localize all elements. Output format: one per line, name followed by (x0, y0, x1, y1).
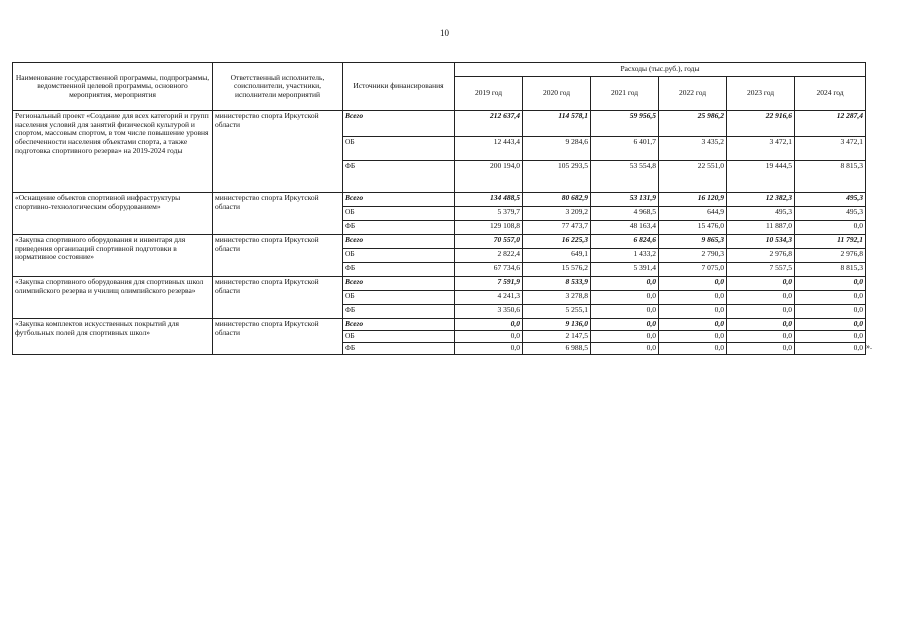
executor-cell: министерство спорта Иркутской области (213, 277, 343, 319)
table-row (13, 111, 866, 137)
header-source-col: Источники финансирования (343, 63, 455, 111)
program-name-cell: Региональный проект «Создание для всех категорий и групп населения условий для занятий физической культурой и спортом, массовым спортом, в том числе повышение уровня обеспеченности населения объектами спорта, а также подготовка спортивного резерва» на 2019-2024 годы (13, 111, 213, 193)
amount-cell: 10 534,3 (727, 235, 795, 249)
amount-cell: 3 435,2 (659, 137, 727, 161)
table-row (13, 277, 866, 291)
amount-cell: 0,0 (591, 319, 659, 331)
header-year: 2023 год (727, 77, 795, 111)
funding-source-cell: ОБ (343, 207, 455, 221)
amount-cell: 22 551,0 (659, 161, 727, 193)
amount-cell: 16 225,3 (523, 235, 591, 249)
amount-cell: 12 382,3 (727, 193, 795, 207)
amount-cell: 0,0 (455, 319, 523, 331)
amount-cell: 4 968,5 (591, 207, 659, 221)
budget-table (12, 62, 866, 355)
amount-cell: 0,0 (591, 343, 659, 355)
amount-cell: 644,9 (659, 207, 727, 221)
funding-source-cell: ФБ (343, 221, 455, 235)
amount-cell: 0,0 (795, 343, 866, 355)
amount-cell: 11 792,1 (795, 235, 866, 249)
amount-cell: 0,0 (659, 343, 727, 355)
amount-cell: 105 293,5 (523, 161, 591, 193)
amount-cell: 649,1 (523, 249, 591, 263)
amount-cell: 5 391,4 (591, 263, 659, 277)
funding-source-cell: ФБ (343, 305, 455, 319)
amount-cell: 134 488,5 (455, 193, 523, 207)
amount-cell: 5 255,1 (523, 305, 591, 319)
program-name-cell: «Закупка спортивного оборудования и инвентаря для приведения организаций спортивной подготовки в нормативное состояние» (13, 235, 213, 277)
amount-cell: 0,0 (591, 277, 659, 291)
amount-cell: 2 822,4 (455, 249, 523, 263)
amount-cell: 25 986,2 (659, 111, 727, 137)
amount-cell: 2 976,8 (795, 249, 866, 263)
amount-cell: 3 209,2 (523, 207, 591, 221)
funding-source-cell: ОБ (343, 331, 455, 343)
header-year: 2022 год (659, 77, 727, 111)
amount-cell: 0,0 (795, 305, 866, 319)
table-row (13, 235, 866, 249)
amount-cell: 0,0 (795, 331, 866, 343)
amount-cell: 0,0 (727, 343, 795, 355)
amount-cell: 0,0 (591, 331, 659, 343)
amount-cell: 15 576,2 (523, 263, 591, 277)
amount-cell: 200 194,0 (455, 161, 523, 193)
header-year: 2021 год (591, 77, 659, 111)
program-name-cell: «Закупка комплектов искусственных покрытий для футбольных полей для спортивных школ» (13, 319, 213, 355)
funding-source-cell: Всего (343, 319, 455, 331)
amount-cell: 48 163,4 (591, 221, 659, 235)
amount-cell: 4 241,3 (455, 291, 523, 305)
page-number: 10 (440, 28, 449, 38)
amount-cell: 0,0 (591, 305, 659, 319)
trailing-mark: ». (866, 342, 872, 351)
funding-source-cell: ОБ (343, 137, 455, 161)
funding-source-cell: Всего (343, 277, 455, 291)
amount-cell: 67 734,6 (455, 263, 523, 277)
amount-cell: 16 120,9 (659, 193, 727, 207)
header-expenses-title: Расходы (тыс.руб.), годы (455, 63, 866, 77)
amount-cell: 129 108,8 (455, 221, 523, 235)
program-name-cell: «Закупка спортивного оборудования для спортивных школ олимпийского резерва и училищ олимпийского резерва» (13, 277, 213, 319)
amount-cell: 22 916,6 (727, 111, 795, 137)
funding-source-cell: ФБ (343, 343, 455, 355)
amount-cell: 53 554,8 (591, 161, 659, 193)
amount-cell: 70 557,0 (455, 235, 523, 249)
amount-cell: 495,3 (795, 207, 866, 221)
amount-cell: 9 136,0 (523, 319, 591, 331)
amount-cell: 0,0 (795, 221, 866, 235)
amount-cell: 2 147,5 (523, 331, 591, 343)
amount-cell: 0,0 (795, 319, 866, 331)
amount-cell: 8 533,9 (523, 277, 591, 291)
funding-source-cell: ОБ (343, 249, 455, 263)
amount-cell: 8 815,3 (795, 263, 866, 277)
amount-cell: 0,0 (455, 331, 523, 343)
amount-cell: 80 682,9 (523, 193, 591, 207)
amount-cell: 7 591,9 (455, 277, 523, 291)
amount-cell: 0,0 (727, 277, 795, 291)
amount-cell: 114 578,1 (523, 111, 591, 137)
amount-cell: 0,0 (659, 291, 727, 305)
funding-source-cell: Всего (343, 111, 455, 137)
funding-source-cell: Всего (343, 235, 455, 249)
executor-cell: министерство спорта Иркутской области (213, 235, 343, 277)
header-year: 2024 год (795, 77, 866, 111)
header-year: 2020 год (523, 77, 591, 111)
funding-source-cell: Всего (343, 193, 455, 207)
amount-cell: 0,0 (659, 331, 727, 343)
amount-cell: 212 637,4 (455, 111, 523, 137)
amount-cell: 0,0 (727, 305, 795, 319)
amount-cell: 53 131,9 (591, 193, 659, 207)
amount-cell: 495,3 (795, 193, 866, 207)
amount-cell: 2 790,3 (659, 249, 727, 263)
funding-source-cell: ФБ (343, 263, 455, 277)
executor-cell: министерство спорта Иркутской области (213, 319, 343, 355)
funding-source-cell: ОБ (343, 291, 455, 305)
amount-cell: 0,0 (795, 277, 866, 291)
amount-cell: 7 075,0 (659, 263, 727, 277)
table-row (13, 319, 866, 331)
amount-cell: 77 473,7 (523, 221, 591, 235)
amount-cell: 5 379,7 (455, 207, 523, 221)
amount-cell: 12 443,4 (455, 137, 523, 161)
amount-cell: 0,0 (659, 305, 727, 319)
amount-cell: 3 472,1 (727, 137, 795, 161)
amount-cell: 15 476,0 (659, 221, 727, 235)
amount-cell: 0,0 (795, 291, 866, 305)
amount-cell: 2 976,8 (727, 249, 795, 263)
amount-cell: 3 472,1 (795, 137, 866, 161)
amount-cell: 0,0 (659, 319, 727, 331)
amount-cell: 495,3 (727, 207, 795, 221)
header-executor-col: Ответственный исполнитель, соисполнители, участники, исполнители мероприятий (213, 63, 343, 111)
amount-cell: 11 887,0 (727, 221, 795, 235)
amount-cell: 59 956,5 (591, 111, 659, 137)
funding-source-cell: ФБ (343, 161, 455, 193)
amount-cell: 19 444,5 (727, 161, 795, 193)
table-row (13, 193, 866, 207)
amount-cell: 0,0 (727, 319, 795, 331)
amount-cell: 1 433,2 (591, 249, 659, 263)
amount-cell: 3 278,8 (523, 291, 591, 305)
executor-cell: министерство спорта Иркутской области (213, 111, 343, 193)
amount-cell: 0,0 (727, 291, 795, 305)
executor-cell: министерство спорта Иркутской области (213, 193, 343, 235)
amount-cell: 9 284,6 (523, 137, 591, 161)
amount-cell: 7 557,5 (727, 263, 795, 277)
program-name-cell: «Оснащение объектов спортивной инфраструктуры спортивно-технологическим оборудованием» (13, 193, 213, 235)
amount-cell: 0,0 (727, 331, 795, 343)
amount-cell: 8 815,3 (795, 161, 866, 193)
amount-cell: 0,0 (591, 291, 659, 305)
amount-cell: 0,0 (455, 343, 523, 355)
amount-cell: 3 350,6 (455, 305, 523, 319)
amount-cell: 6 401,7 (591, 137, 659, 161)
header-year: 2019 год (455, 77, 523, 111)
amount-cell: 9 865,3 (659, 235, 727, 249)
header-name-col: Наименование государственной программы, подпрограммы, ведомственной целевой программы, основного мероприятия, мероприятия (13, 63, 213, 111)
amount-cell: 6 824,6 (591, 235, 659, 249)
amount-cell: 6 988,5 (523, 343, 591, 355)
amount-cell: 0,0 (659, 277, 727, 291)
amount-cell: 12 287,4 (795, 111, 866, 137)
